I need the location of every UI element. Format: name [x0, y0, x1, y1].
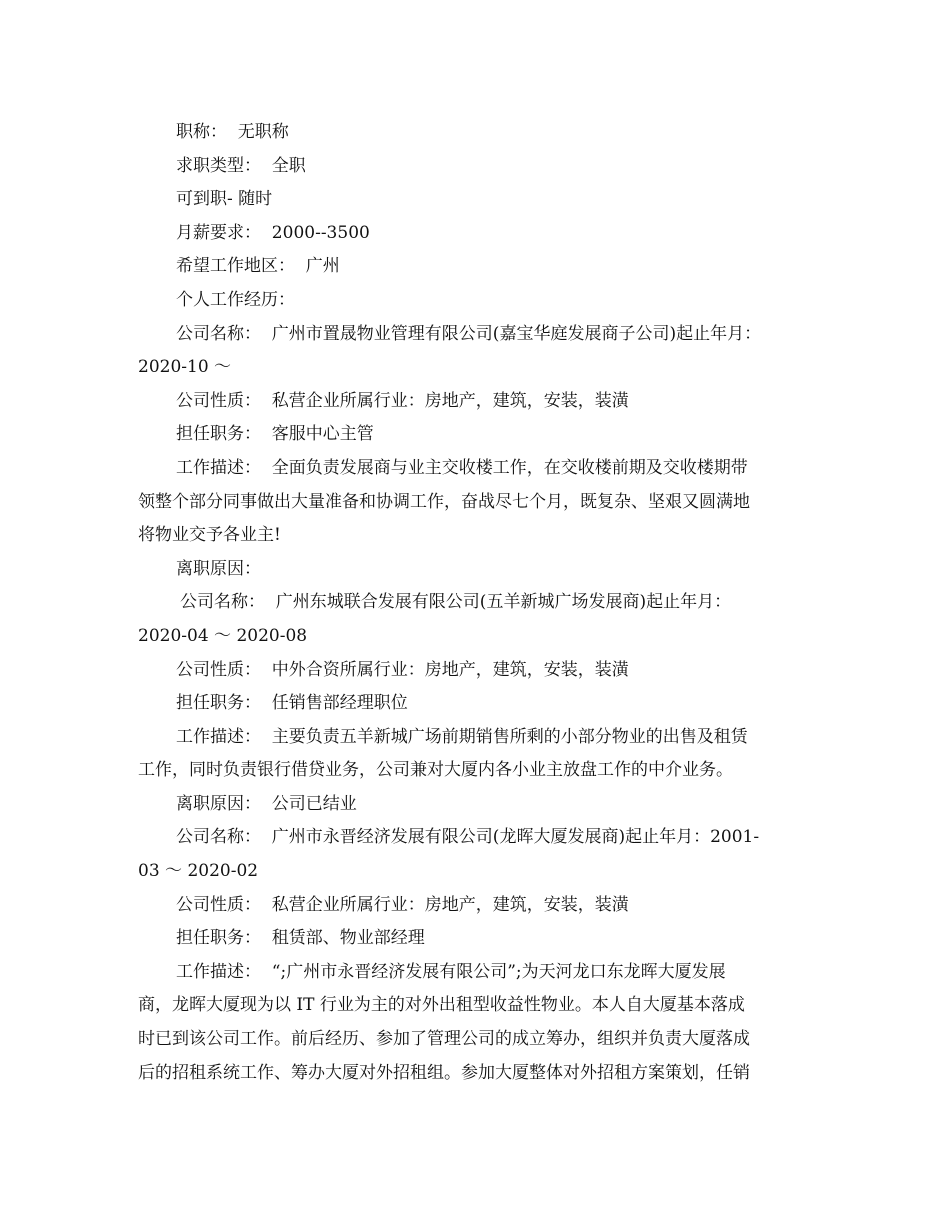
- text-line: 2020-04 ～ 2020-08: [138, 625, 308, 646]
- text-line: 工作描述： 主要负责五羊新城广场前期销售所剩的小部分物业的出售及租赁: [176, 726, 748, 747]
- text-line: 离职原因： 公司已结业: [176, 793, 357, 814]
- text-line: 商，龙晖大厦现为以 IT 行业为主的对外出租型收益性物业。本人自大厦基本落成: [138, 995, 745, 1016]
- text-line: 将物业交予各业主!: [138, 525, 281, 546]
- text-line: 公司性质： 私营企业所属行业：房地产，建筑，安装，装潢: [176, 390, 629, 411]
- text-line: 求职类型： 全职: [176, 155, 306, 176]
- text-line: 担任职务： 客服中心主管: [176, 424, 374, 445]
- text-line: 领整个部分同事做出大量准备和协调工作，奋战尽七个月，既复杂、坚艰又圆满地: [138, 491, 750, 512]
- text-line: 公司名称： 广州市永晋经济发展有限公司(龙晖大厦发展商)起止年月：2001-: [176, 827, 760, 848]
- text-line: 公司性质： 私营企业所属行业：房地产，建筑，安装，装潢: [176, 894, 629, 915]
- text-line: 工作描述： 全面负责发展商与业主交收楼工作，在交收楼前期及交收楼期带: [176, 457, 748, 478]
- text-line: 个人工作经历：: [176, 289, 295, 310]
- text-line: 后的招租系统工作、筹办大厦对外招租组。参加大厦整体对外招租方案策划，任销: [138, 1062, 750, 1083]
- text-line: 公司性质： 中外合资所属行业：房地产，建筑，安装，装潢: [176, 659, 629, 680]
- text-line: 担任职务： 任销售部经理职位: [176, 693, 408, 714]
- text-line: 希望工作地区： 广州: [176, 256, 340, 277]
- text-line: 公司名称： 广州市置晟物业管理有限公司(嘉宝华庭发展商子公司)起止年月：: [176, 323, 762, 344]
- text-line: 担任职务： 租赁部、物业部经理: [176, 928, 425, 949]
- text-line: 时已到该公司工作。前后经历、参加了管理公司的成立筹办，组织并负责大厦落成: [138, 1029, 750, 1050]
- text-line: 03 ～ 2020-02: [138, 861, 259, 882]
- text-line: 工作描述： “;广州市永晋经济发展有限公司”;为天河龙口东龙晖大厦发展: [176, 961, 726, 982]
- text-line: 工作，同时负责银行借贷业务，公司兼对大厦内各小业主放盘工作的中介业务。: [138, 760, 733, 781]
- text-line: 公司名称： 广州东城联合发展有限公司(五羊新城广场发展商)起止年月：: [180, 592, 732, 613]
- text-line: 可到职- 随时: [176, 189, 273, 210]
- text-line: 职称： 无职称: [176, 122, 289, 142]
- text-line: 月薪要求： 2000--3500: [176, 222, 370, 243]
- text-line: 离职原因：: [176, 558, 261, 579]
- text-line: 2020-10 ～: [138, 357, 232, 378]
- resume-body: [138, 116, 828, 1090]
